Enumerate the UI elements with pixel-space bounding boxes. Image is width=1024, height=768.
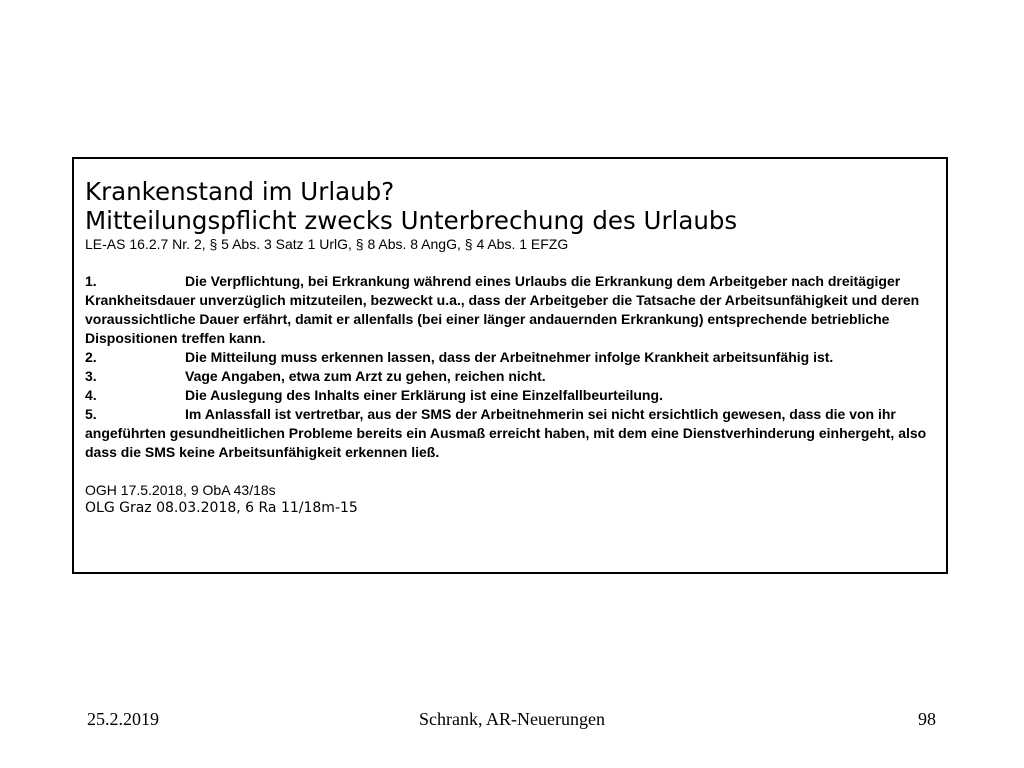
point-3 — [85, 367, 936, 386]
point-2 — [85, 348, 936, 367]
point-text: Die Verpflichtung, bei Erkrankung während eines Urlaubs die Erkrankung dem Arbeitgeber nach dreitägiger Krankheitsdauer unverzüglich mitzuteilen, bezweckt u.a., dass der Arbeitgeber die Tatsache der Arbeitsunfähigkeit und deren voraussichtliche Dauer erfährt, damit er allenfalls (bei einer länger andauernden Erkrankung) entsprechende betriebliche Dispositionen treffen kann. — [85, 273, 920, 346]
reference-ogh: OGH 17.5.2018, 9 ObA 43/18s — [85, 482, 276, 498]
point-text: Vage Angaben, etwa zum Arzt zu gehen, reichen nicht. — [185, 368, 546, 384]
point-4 — [85, 386, 936, 405]
spacer — [85, 253, 936, 272]
footer-date: 25.2.2019 — [87, 709, 159, 729]
point-text: Die Auslegung des Inhalts einer Erklärung ist eine Einzelfallbeurteilung. — [185, 387, 663, 403]
page-number: 98 — [918, 709, 936, 729]
content-box — [72, 157, 948, 574]
point-1 — [85, 272, 936, 348]
point-number: 5. — [85, 406, 97, 422]
slide-title-line-1: Krankenstand im Urlaub? — [85, 177, 395, 206]
point-5 — [85, 405, 936, 462]
point-text: Im Anlassfall ist vertretbar, aus der SMS der Arbeitnehmerin sei nicht ersichtlich gewesen, dass die von ihr angeführten gesundheitlichen Probleme bereits ein Ausmaß erreicht haben, mit dem eine Dienstverhinderung einhergeht, also dass die SMS keine Arbeitsunfähigkeit erkennen ließ. — [85, 406, 927, 460]
point-number: 3. — [85, 368, 97, 384]
point-text: Die Mitteilung muss erkennen lassen, dass der Arbeitnehmer infolge Krankheit arbeitsunfähig ist. — [185, 349, 834, 365]
legal-citation: LE-AS 16.2.7 Nr. 2, § 5 Abs. 3 Satz 1 UrlG, § 8 Abs. 8 AngG, § 4 Abs. 1 EFZG — [85, 236, 569, 252]
point-number: 2. — [85, 349, 97, 365]
slide-title-line-2: Mitteilungspflicht zwecks Unterbrechung des Urlaubs — [85, 206, 738, 235]
spacer — [85, 462, 936, 481]
point-number: 1. — [85, 273, 97, 289]
point-number: 4. — [85, 387, 97, 403]
reference-olg: OLG Graz 08.03.2018, 6 Ra 11/18m-15 — [85, 500, 358, 516]
footer-title: Schrank, AR-Neuerungen — [419, 709, 605, 729]
